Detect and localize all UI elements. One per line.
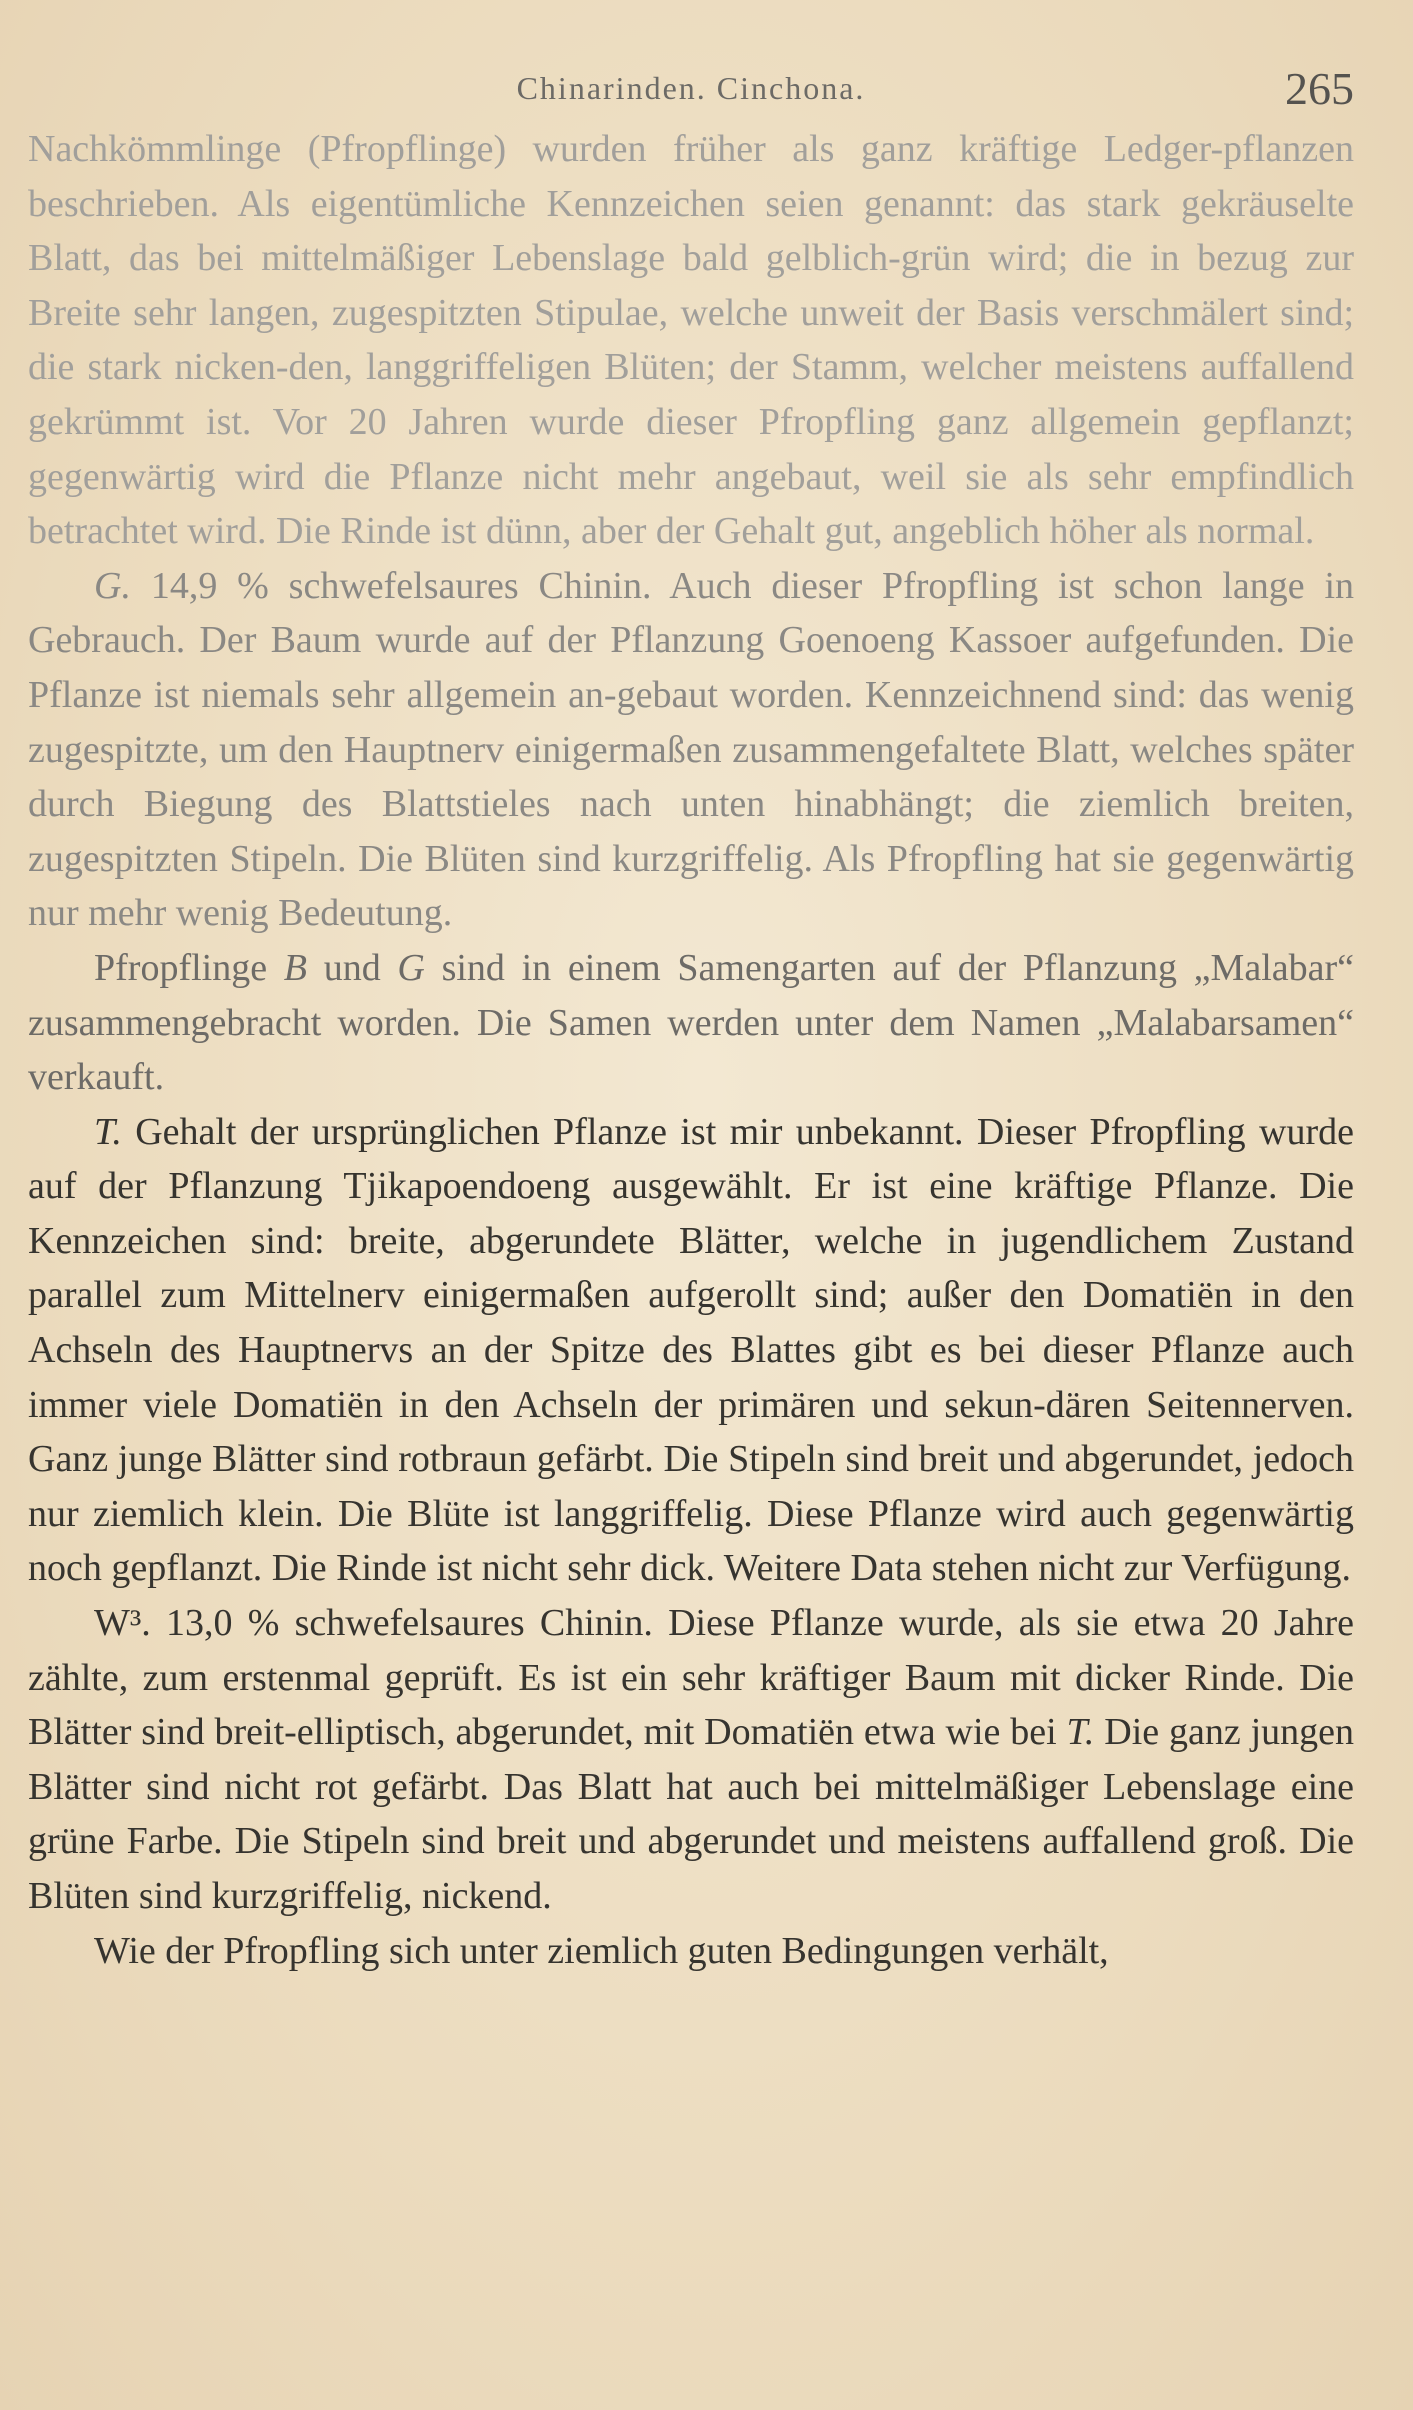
paragraph-text-between: und — [323, 946, 381, 989]
clone-label-t: T. — [94, 1110, 122, 1153]
paragraph-text: 13,0 % schwefelsaures Chinin. Diese Pflanze wurde, als sie etwa 20 Jahre zählte, zum erstenmal geprüft. Es ist ein sehr kräftiger Baum mit dicker Rinde. Die Blätter sind breit-elliptisch, abgerundet, mit Domatiën etwa wie bei — [28, 1602, 1355, 1754]
paragraph-ledger-offspring — [28, 122, 1354, 559]
paragraph-text: 14,9 % schwefelsaures Chinin. Auch dieser Pfropfling ist schon lange in Gebrauch. Der Baum wurde auf der Pflanzung Goenoeng Kassoer aufgefunden. Die Pflanze ist niemals sehr allgemein an-gebaut worden. Kennzeichnend sind: das wenig zugespitzte, um den Hauptnerv einigermaßen zusammengefaltete Blatt, welches später durch Biegung des Blattstieles nach unten hinabhängt; die ziemlich breiten, zugespitzten Stipeln. Die Blüten sind kurzgriffelig. Als Pfropfling hat sie gegenwärtig nur mehr wenig Bedeutung. — [28, 564, 1355, 935]
clone-ref-t: T. — [1066, 1711, 1095, 1754]
paragraph-w3 — [28, 1596, 1354, 1924]
clone-label-g: G. — [94, 564, 131, 607]
paragraph-text-end: sind in einem Samengarten auf der Pflanzung „Malabar“ zusammengebracht worden. Die Samen werden unter dem Namen „Malabarsamen“ verkauft. — [28, 946, 1355, 1099]
paragraph-malabar — [28, 941, 1354, 1105]
running-head — [28, 62, 1354, 122]
paragraph-text: Nachkömmlinge (Pfropflinge) wurden früher als ganz kräftige Ledger-pflanzen beschrieben. Als eigentümliche Kennzeichen seien genannt: das stark gekräuselte Blatt, das bei mittelmäßiger Lebenslage bald gelblich-grün wird; die in bezug zur Breite sehr langen, zugespitzten Stipulae, welche unweit der Basis verschmälert sind; die stark nicken-den, langgriffeligen Blüten; der Stamm, welcher meistens auffallend gekrümmt ist. Vor 20 Jahren wurde dieser Pfropfling ganz allgemein gepflanzt; gegenwärtig wird die Pflanze nicht mehr angebaut, weil sie als sehr empfindlich betrachtet wird. Die Rinde ist dünn, aber der Gehalt gut, angeblich höher als normal. — [28, 128, 1354, 553]
paragraph-text-start: Pfropflinge — [94, 946, 268, 989]
paragraph-g — [28, 559, 1354, 941]
paragraph-text-continued: Die ganz jungen Blätter sind nicht rot gefärbt. Das Blatt hat auch bei mittelmäßiger Lebenslage eine grüne Farbe. Die Stipeln sind breit und abgerundet und meistens auffallend groß. Die Blüten sind kurzgriffelig, nickend. — [28, 1711, 1355, 1917]
clone-label-b: B — [283, 946, 307, 989]
paragraph-t — [28, 1105, 1354, 1596]
clone-label-w3: W³. — [94, 1602, 151, 1645]
running-title: Chinarinden. Cinchona. — [516, 70, 866, 106]
page-number: 265 — [1285, 63, 1354, 114]
paragraph-final — [28, 1924, 1354, 1979]
body-text — [28, 122, 1354, 1978]
clone-label-g-ref: G — [397, 946, 425, 989]
book-page — [28, 62, 1354, 1978]
paragraph-text: Gehalt der ursprünglichen Pflanze ist mir unbekannt. Dieser Pfropfling wurde auf der Pflanzung Tjikapoendoeng ausgewählt. Er ist eine kräftige Pflanze. Die Kennzeichen sind: breite, abgerundete Blätter, welche in jugendlichem Zustand parallel zum Mittelnerv einigermaßen aufgerollt sind; außer den Domatiën in den Achseln des Hauptnervs an der Spitze des Blattes gibt es bei dieser Pflanze auch immer viele Domatiën in den Achseln der primären und sekun-dären Seitennerven. Ganz junge Blätter sind rotbraun gefärbt. Die Stipeln sind breit und abgerundet, jedoch nur ziemlich klein. Die Blüte ist langgriffelig. Diese Pflanze wird auch gegenwärtig noch gepflanzt. Die Rinde ist nicht sehr dick. Weitere Data stehen nicht zur Verfügung. — [28, 1110, 1355, 1590]
paragraph-text: Wie der Pfropfling sich unter ziemlich guten Bedingungen verhält, — [94, 1929, 1109, 1972]
